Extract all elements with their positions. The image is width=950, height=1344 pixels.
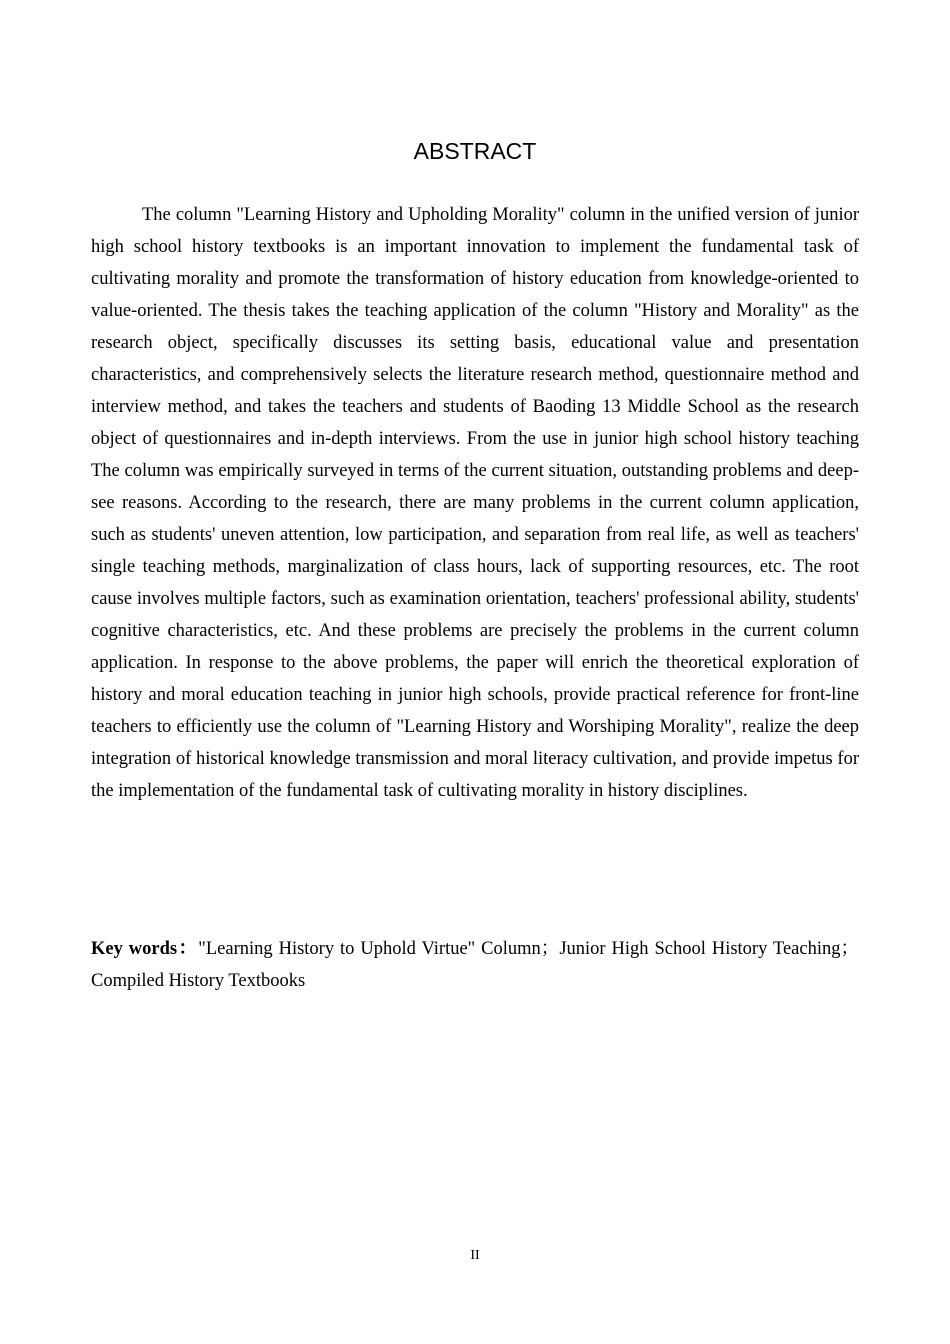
abstract-paragraph: The column "Learning History and Upholding Morality" column in the unified version of junior high school history textbooks is an important innovation to implement the fundamental task of cultivating morality and promote the transformation of history education from knowledge-oriented to value-oriented. The thesis takes the teaching application of the column "History and Morality" as the research object, specifically discusses its setting basis, educational value and presentation characteristics, and comprehensively selects the literature research method, questionnaire method and interview method, and takes the teachers and students of Baoding 13 Middle School as the research object of questionnaires and in-depth interviews. From the use in junior high school history teaching The column was empirically surveyed in terms of the current situation, outstanding problems and deep-see reasons. According to the research, there are many problems in the current column application, such as students' uneven attention, low participation, and separation from real life, as well as teachers' single teaching methods, marginalization of class hours, lack of supporting resources, etc. The root cause involves multiple factors, such as examination orientation, teachers' professional ability, students' cognitive characteristics, etc. And these problems are precisely the problems in the current column application. In response to the above problems, the paper will enrich the theoretical exploration of history and moral education teaching in junior high schools, provide practical reference for front-line teachers to efficiently use the column of "Learning History and Worshiping Morality", realize the deep integration of historical knowledge transmission and moral literacy cultivation, and provide impetus for the implementation of the fundamental task of cultivating morality in history disciplines. <box>91 205 859 801</box>
keywords-label: Key words： <box>91 939 199 959</box>
keywords-line <box>91 933 859 997</box>
keyword-item: Junior High School History Teaching； <box>559 939 859 959</box>
page-number: II <box>470 1248 480 1263</box>
keyword-item: Compiled History Textbooks <box>91 971 306 991</box>
keyword-item: "Learning History to Uphold Virtue" Column； <box>198 939 560 959</box>
abstract-heading: ABSTRACT <box>413 138 537 164</box>
